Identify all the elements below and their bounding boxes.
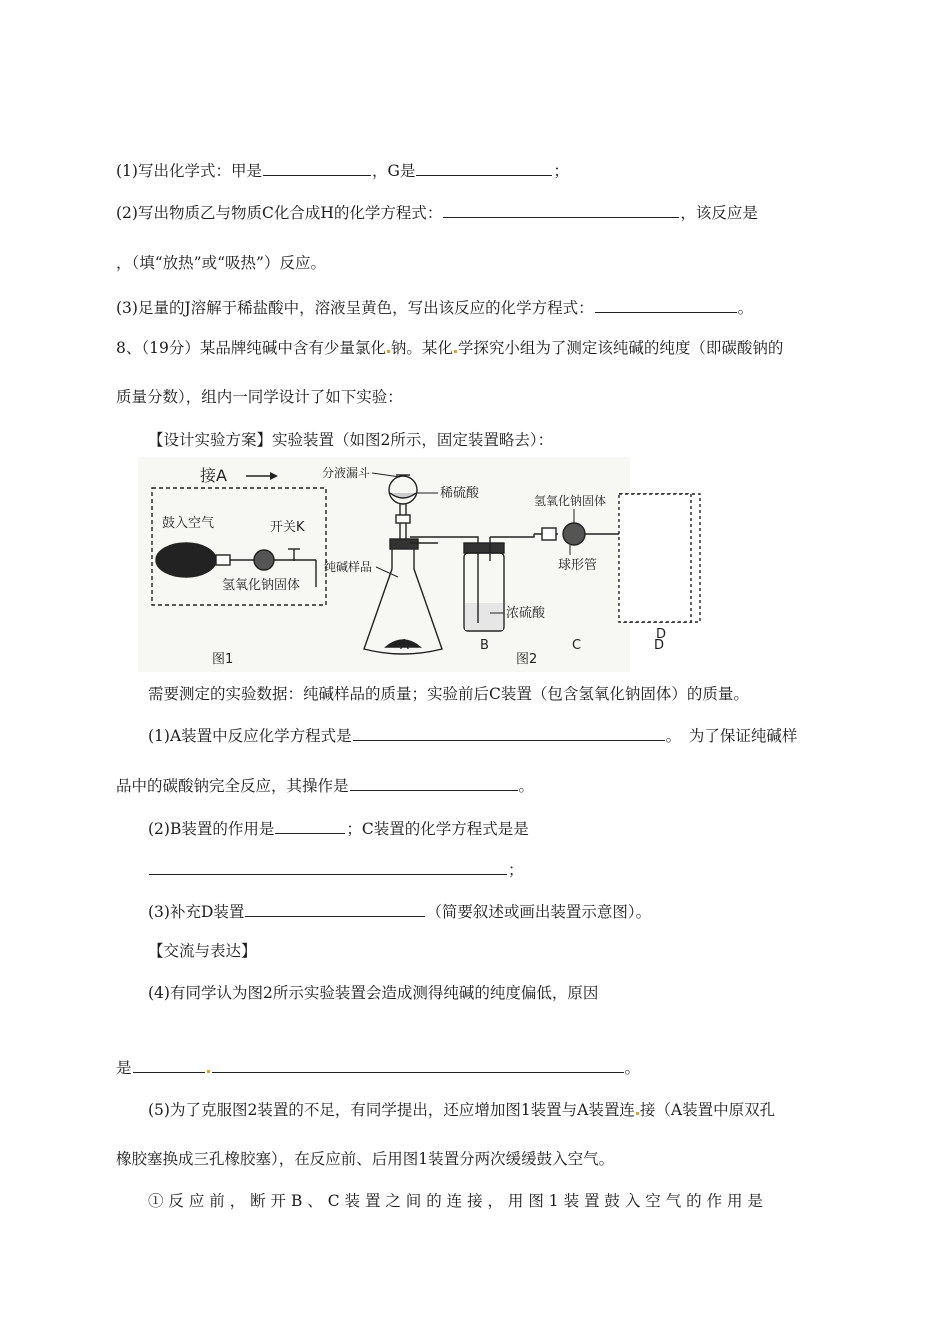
connect-a-label: 接A [200,466,227,485]
problem-8-text-c: 学探究小组为了测定该纯碱的纯度（即碳酸钠的 [457,339,784,357]
answer-blank[interactable] [353,725,665,741]
bulb-tube-icon [563,523,585,545]
mark-dot [636,1112,639,1115]
answer-blank[interactable] [133,1057,205,1073]
problem-8-cont: 质量分数），组内一同学设计了如下实验： [116,388,403,406]
sub-5-text-a: (5)为了克服图2装置的不足，有同学提出，还应增加图1装置与A装置连 [148,1101,635,1119]
problem-8-line [116,338,783,358]
label-b: B [480,638,489,653]
needed-data: 需要测定的实验数据：纯碱样品的质量；实验前后C装置（包含氢氧化钠固体）的质量。 [148,685,749,703]
sub-2-text: (2)B装置的作用是 [148,820,275,838]
sub-5-line [148,1100,775,1120]
fig1-caption: 图1 [212,652,234,667]
d-box-extension [618,492,692,642]
sub-4-cont [116,1057,640,1078]
answer-blank[interactable] [595,297,737,313]
label-d-text: D [654,638,665,653]
answer-blank[interactable] [263,160,371,176]
design-heading: 【设计实验方案】实验装置（如图2所示，固定装置略去）： [148,431,554,449]
sub-1-cont-text: 品中的碳酸钠完全反应，其操作是 [116,777,349,795]
sub-1-end: 。 为了保证纯碱样 [665,727,798,745]
naoh-label-2: 氢氧化钠固体 [534,494,607,508]
stopper-b [464,543,504,553]
punctuation: ； [508,861,524,879]
punctuation: 。 [737,299,754,317]
sub-5-cont: 橡胶塞换成三孔橡胶塞），在反应前、后用图1装置分两次缓缓鼓入空气。 [116,1150,615,1168]
sub-4-line: (4)有同学认为图2所示实验装置会造成测得纯碱的纯度偏低，原因 [148,984,599,1002]
question-2-text: (2)写出物质乙与物质C化合成H的化学方程式： [116,204,443,222]
blow-air-label: 鼓入空气 [162,516,215,531]
question-3-line [116,297,753,318]
air-bulb-icon [156,543,216,577]
apparatus-figure [138,457,630,672]
punctuation: 。 [624,1059,641,1077]
sub-4-cont-text: 是 [116,1059,132,1077]
sub-1-line [148,725,797,746]
exchange-heading: 【交流与表达】 [148,942,257,960]
funnel-label: 分液漏斗 [322,466,371,480]
conc-acid-label: 浓硫酸 [506,606,546,621]
mark-dot [207,1070,210,1073]
drying-ball-icon [254,550,274,570]
question-3-text: (3)足量的J溶解于稀盐酸中，溶液呈黄色，写出该反应的化学方程式： [116,299,594,317]
question-2-line [116,202,758,223]
punctuation: 。 [518,777,535,795]
answer-blank[interactable] [275,818,345,834]
bulb-neck [216,555,230,565]
question-1-text: (1)写出化学式：甲是 [116,162,262,180]
sub-2-line [148,818,529,839]
dilute-acid-label: 稀硫酸 [440,486,480,501]
answer-blank[interactable] [416,160,552,176]
fig2-caption: 图2 [516,652,538,667]
mark-dot [454,350,457,353]
sub-1-cont [116,775,534,796]
question-1-line [116,160,569,181]
naoh-label-1: 氢氧化钠固体 [222,578,301,593]
sub-2-mid: ；C装置的化学方程式是是 [346,820,529,838]
punctuation: ； [553,162,569,180]
stopper [390,539,418,549]
answer-blank[interactable] [443,202,679,218]
sub-3-text: (3)补充D装置 [148,903,245,921]
sub-3-line [148,901,651,922]
problem-8-text-a: 8、（19分）某品牌纯碱中含有少量氯化 [116,339,386,357]
funnel-icon [389,476,417,504]
mark-dot [387,350,390,353]
arrow-head [270,472,278,480]
label-c: C [572,638,582,653]
sub-2-cont [148,859,524,880]
answer-blank[interactable] [245,901,425,917]
question-1-mid: ，G是 [371,162,416,180]
answer-blank[interactable] [212,1057,624,1073]
label-d: D [656,627,667,642]
problem-8-text-b: 钠。某化 [390,339,453,357]
sub-1-text: (1)A装置中反应化学方程式是 [148,727,352,745]
bulb-tube-label: 球形管 [558,558,598,573]
question-2-end: ，该反应是 [680,204,758,222]
acid-liquid [465,603,503,630]
sub-5-1-line: ① 反 应 前 ， 断 开 B 、 C 装 置 之 间 的 连 接 ， 用 图 1 装 置 鼓 入 空 气 的 作 用 是 [148,1192,763,1210]
answer-blank[interactable] [350,775,518,791]
sub-3-end: （简要叙述或画出装置示意图）。 [426,903,652,921]
switch-k-label: 开关K [270,520,305,535]
sample-label: 纯碱样品 [324,560,373,574]
sub-5-text-b: 接（A装置中原双孔 [639,1101,776,1119]
question-2-cont: ，（填“放热”或“吸热”）反应。 [116,254,326,272]
answer-blank[interactable] [149,859,507,875]
label-a: A [400,638,409,653]
